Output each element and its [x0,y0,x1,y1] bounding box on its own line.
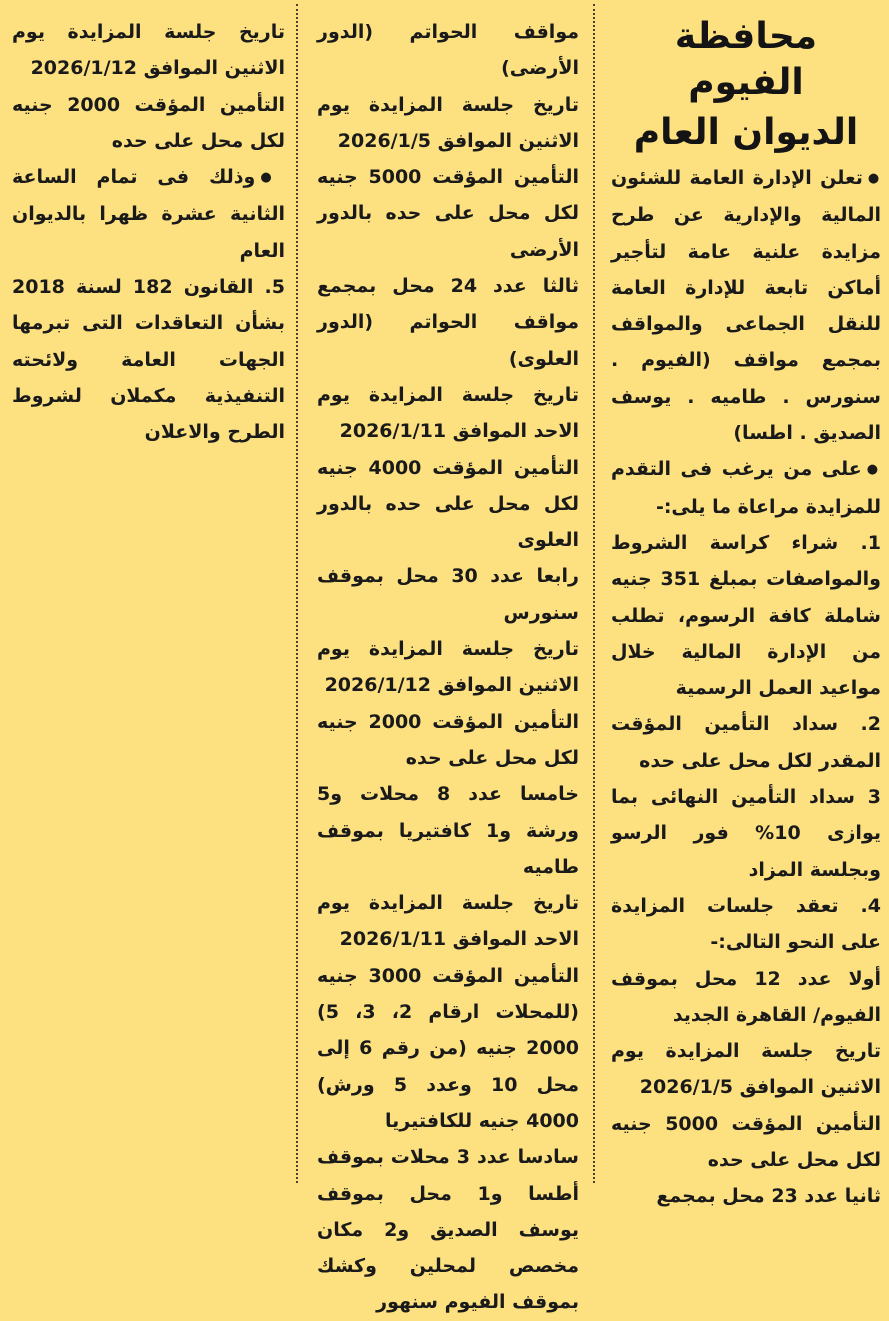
lot-1-session-date: تاريخ جلسة المزايدة يوم الاثنين الموافق 2026/1/5 [611,1040,881,1099]
requirement-2: 2. سداد التأمين المؤقت المقدر لكل محل على حده [611,713,881,772]
lot-5-deposit: التأمين المؤقت 3000 جنيه (للمحلات ارقام 2، 3، 5) 2000 جنيه (من رقم 6 إلى محل 10 وعدد 5 ورش) 4000 جنيه للكافتيريا [317,964,580,1132]
column-divider [296,4,298,1183]
lot-2-deposit: التأمين المؤقت 5000 جنيه لكل محل على حده بالدور الأرضى [317,166,579,261]
column-divider [593,4,595,1183]
requirements-intro: ● على من يرغب فى التقدم للمزايدة مراعاة ما يلى:- [611,451,881,525]
session-time: ● وذلك فى تمام الساعة الثانية عشرة ظهرا بالديوان العام [12,159,285,269]
lot-4-description: رابعا عدد 30 محل بموقف سنورس [317,565,579,624]
intro-paragraph: ● تعلن الإدارة العامة للشئون المالية والإدارية عن طرح مزايدة علنية عامة لتأجير أماكن تابعة للإدارة العامة للنقل الجماعى والمواقف بمجمع مواقف (الفيوم . سنورس . طاميه . يوسف الصديق . اطسا) [611,160,881,451]
column-right [599,0,889,1208]
lot-3-deposit: التأمين المؤقت 4000 جنيه لكل محل على حده بالدور العلوى [317,456,579,552]
governorate-title: محافظة الفيوم [674,16,818,103]
lot-2-description-end: مواقف الحواتم (الدور الأرضى) [317,21,579,80]
lot-5-session-date: تاريخ جلسة المزايدة يوم الاحد الموافق 2026/1/11 [317,892,579,951]
lot-6-description: سادسا عدد 3 محلات بموقف أطسا و1 محل بموقف يوسف الصديق و2 مكان مخصص لمحلين وكشك بموقف الفيوم سنهور [317,1146,579,1314]
lot-6-deposit: التأمين المؤقت 2000 جنيه لكل محل على حده [12,93,285,152]
column-left [0,0,295,1187]
lot-3-description: ثالثا عدد 24 محل بمجمع مواقف الحواتم (الدور العلوى) [317,275,579,370]
lot-4-deposit: التأمين المؤقت 2000 جنيه لكل محل على حده [317,710,579,769]
requirement-4: 4. تعقد جلسات المزايدة على النحو التالى:- [611,894,881,954]
lot-6-session-date: تاريخ جلسة المزايدة يوم الاثنين الموافق 2026/1/12 [12,21,285,80]
lot-3-session-date: تاريخ جلسة المزايدة يوم الاحد الموافق 2026/1/11 [317,383,579,443]
lot-1-description: أولا عدد 12 محل بموقف الفيوم/ القاهرة الجديد [611,967,882,1026]
column-middle [303,0,591,1314]
requirement-1: 1. شراء كراسة الشروط والمواصفات بمبلغ 351 جنيه شاملة كافة الرسوم، تطلب من الإدارة المالية خلال مواعيد العمل الرسمية [611,531,881,700]
lot-4-session-date: تاريخ جلسة المزايدة يوم الاثنين الموافق 2026/1/12 [317,638,579,697]
department-title: الديوان العام [633,112,859,153]
law-reference: 5. القانون 182 لسنة 2018 بشأن التعاقدات التى تبرمها الجهات العامة ولائحته التنفيذية مكملان لشروط الطرح والاعلان [12,276,285,444]
lot-1-deposit: التأمين المؤقت 5000 جنيه لكل محل على حده [611,1112,881,1172]
requirement-3: 3 سداد التأمين النهائى بما يوازى 10% فور الرسو وبجلسة المزاد [611,786,881,881]
lot-5-description: خامسا عدد 8 محلات و5 ورشة و1 كافتيريا بموقف طاميه [317,783,580,878]
lot-2-description-start: ثانيا عدد 23 محل بمجمع [656,1185,881,1208]
lot-2-session-date: تاريخ جلسة المزايدة يوم الاثنين الموافق 2026/1/5 [317,93,579,152]
